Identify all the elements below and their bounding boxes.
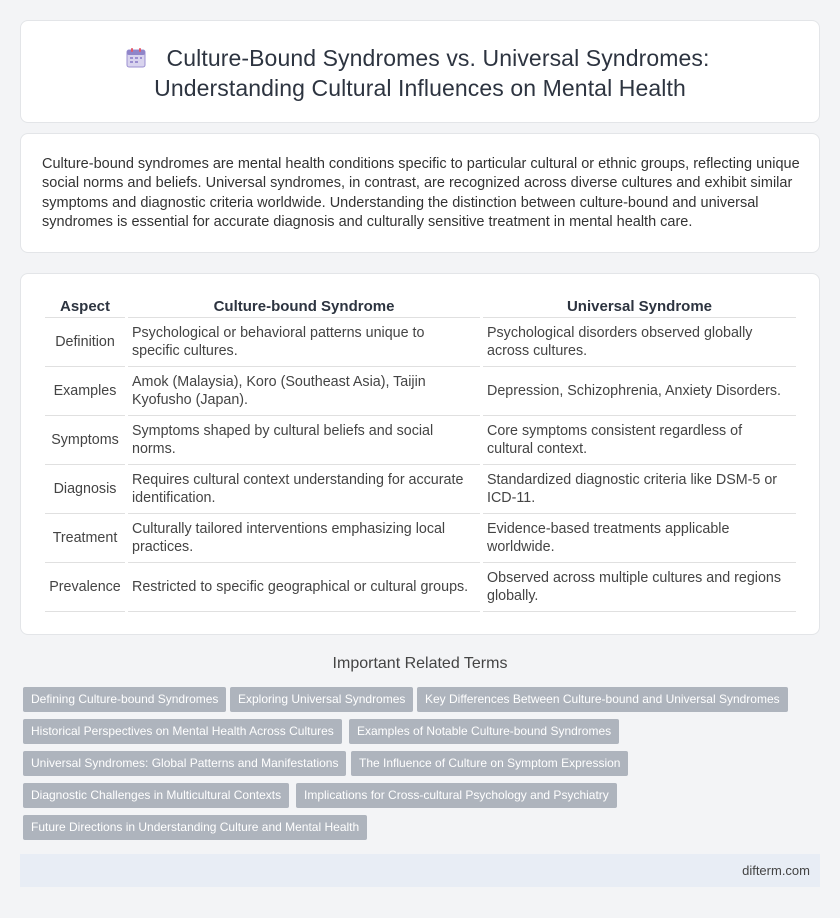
- page-title-line-2: Understanding Cultural Influences on Mental Health: [154, 75, 686, 101]
- column-header-aspect: Aspect: [45, 296, 125, 318]
- table-cell-culture-bound: Culturally tailored interventions emphasizing local practices.: [128, 514, 480, 563]
- column-header-culture-bound: Culture-bound Syndrome: [128, 296, 480, 318]
- table-cell-aspect: Prevalence: [45, 563, 125, 612]
- related-term-tag[interactable]: Universal Syndromes: Global Patterns and Manifestations: [23, 751, 346, 776]
- table-cell-universal: Observed across multiple cultures and regions globally.: [483, 563, 796, 612]
- related-term-tag[interactable]: The Influence of Culture on Symptom Expression: [351, 751, 628, 776]
- header-card: [20, 20, 820, 123]
- table-row: [45, 465, 796, 514]
- table-cell-universal: Evidence-based treatments applicable worldwide.: [483, 514, 796, 563]
- related-term-tag[interactable]: Future Directions in Understanding Culture and Mental Health: [23, 815, 367, 840]
- page-title-line-1: Culture-Bound Syndromes vs. Universal Syndromes:: [166, 45, 710, 71]
- table-cell-aspect: Diagnosis: [45, 465, 125, 514]
- table-cell-culture-bound: Psychological or behavioral patterns unique to specific cultures.: [128, 318, 480, 367]
- table-cell-culture-bound: Amok (Malaysia), Koro (Southeast Asia), Taijin Kyofusho (Japan).: [128, 367, 480, 416]
- table-row: [45, 514, 796, 563]
- related-term-tag[interactable]: Examples of Notable Culture-bound Syndromes: [349, 719, 619, 744]
- table-header-row: [45, 296, 796, 318]
- comparison-table: [42, 296, 799, 612]
- comparison-table-card: [20, 273, 820, 635]
- table-cell-aspect: Examples: [45, 367, 125, 416]
- table-row: [45, 367, 796, 416]
- related-term-tag[interactable]: Defining Culture-bound Syndromes: [23, 687, 226, 712]
- table-cell-universal: Standardized diagnostic criteria like DSM-5 or ICD-11.: [483, 465, 796, 514]
- table-row: [45, 318, 796, 367]
- related-term-tag[interactable]: Exploring Universal Syndromes: [230, 687, 413, 712]
- page-title: [21, 43, 819, 103]
- table-cell-aspect: Definition: [45, 318, 125, 367]
- table-cell-culture-bound: Symptoms shaped by cultural beliefs and social norms.: [128, 416, 480, 465]
- table-cell-culture-bound: Requires cultural context understanding for accurate identification.: [128, 465, 480, 514]
- related-terms-heading: Important Related Terms: [332, 655, 508, 672]
- related-term-tag[interactable]: Key Differences Between Culture-bound and Universal Syndromes: [417, 687, 788, 712]
- intro-card: [20, 133, 820, 253]
- intro-paragraph: Culture-bound syndromes are mental health conditions specific to particular cultural or ethnic groups, reflecting unique social norms and beliefs. Universal syndromes, in contrast, are recognized across diverse cultures and exhibit similar symptoms and diagnostic criteria worldwide. Understanding the distinction between culture-bound and universal syndromes is essential for accurate diagnosis and culturally sensitive treatment in mental health care.: [42, 156, 800, 230]
- table-cell-culture-bound: Restricted to specific geographical or cultural groups.: [128, 563, 480, 612]
- related-term-tag[interactable]: Implications for Cross-cultural Psychology and Psychiatry: [296, 783, 617, 808]
- table-row: [45, 416, 796, 465]
- related-term-tag[interactable]: Diagnostic Challenges in Multicultural Contexts: [23, 783, 289, 808]
- footer-site-link[interactable]: difterm.com: [742, 863, 810, 878]
- related-term-tag[interactable]: Historical Perspectives on Mental Health Across Cultures: [23, 719, 342, 744]
- table-cell-universal: Psychological disorders observed globally across cultures.: [483, 318, 796, 367]
- table-cell-aspect: Treatment: [45, 514, 125, 563]
- column-header-universal: Universal Syndrome: [483, 296, 796, 318]
- table-cell-aspect: Symptoms: [45, 416, 125, 465]
- table-row: [45, 563, 796, 612]
- footer: [20, 854, 820, 887]
- table-cell-universal: Core symptoms consistent regardless of cultural context.: [483, 416, 796, 465]
- table-cell-universal: Depression, Schizophrenia, Anxiety Disorders.: [483, 367, 796, 416]
